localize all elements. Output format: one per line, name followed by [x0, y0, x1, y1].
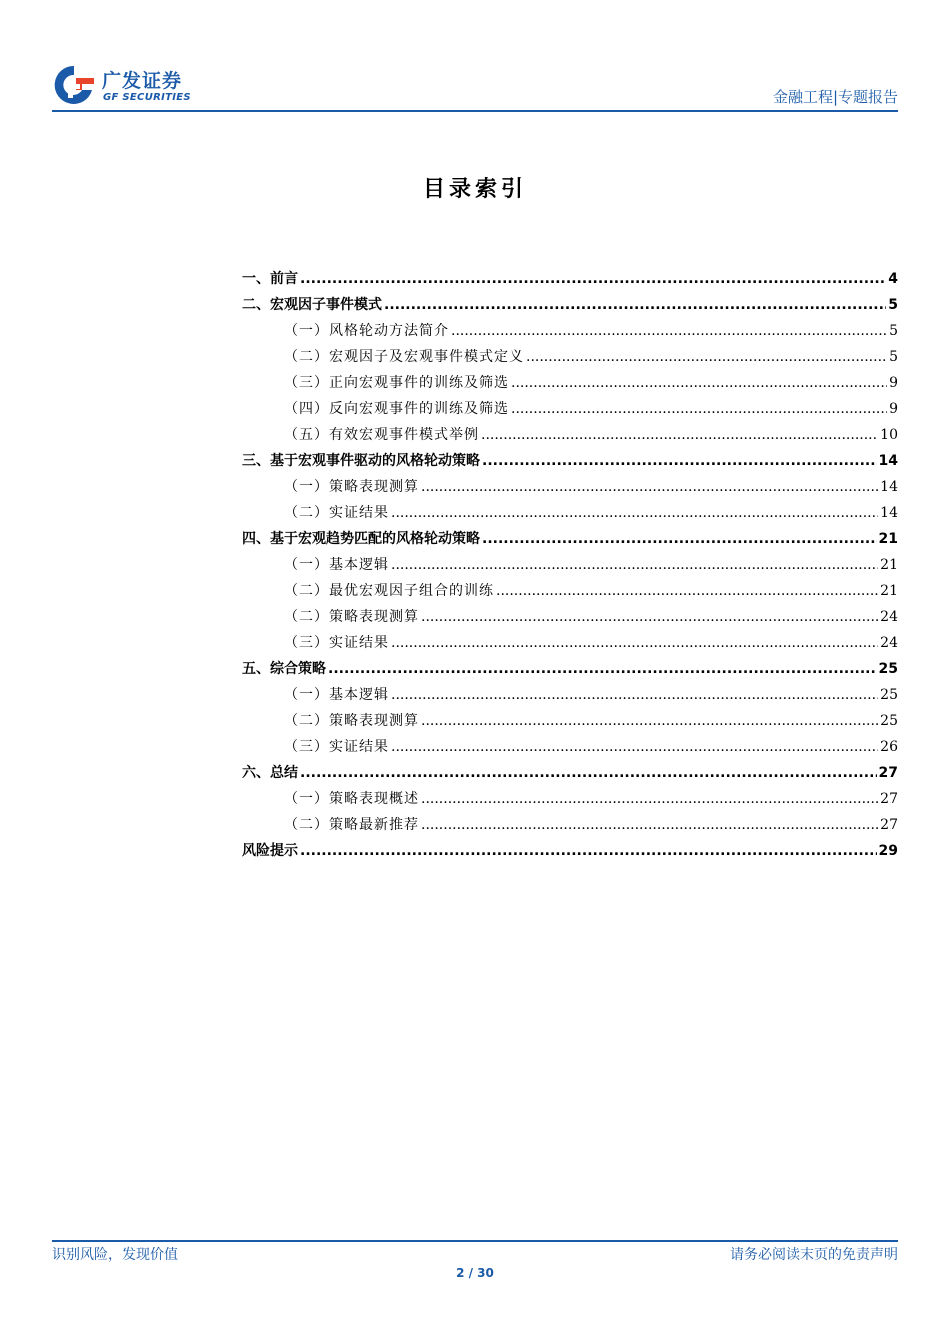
toc-entry-label: （一）基本逻辑 [284, 687, 389, 703]
toc-entry-page: 5 [889, 323, 898, 339]
toc-entry-label: （二）最优宏观因子组合的训练 [284, 583, 494, 599]
toc-entry-page: 4 [888, 271, 898, 287]
toc-subsection-entry[interactable] [242, 788, 898, 814]
toc-entry-label: （三）正向宏观事件的训练及筛选 [284, 375, 509, 391]
toc-subsection-entry[interactable] [242, 580, 898, 606]
gf-securities-logo [52, 62, 222, 108]
gf-logo-icon [52, 64, 96, 106]
toc-entry-page: 26 [880, 739, 898, 755]
toc-entry-page: 27 [880, 791, 898, 807]
toc-entry-label: 三、基于宏观事件驱动的风格轮动策略 [242, 453, 480, 469]
toc-section-entry[interactable] [242, 294, 898, 320]
toc-subsection-entry[interactable] [242, 476, 898, 502]
toc-entry-label: （一）风格轮动方法简介 [284, 323, 449, 339]
toc-entry-page: 14 [878, 453, 898, 469]
toc-entry-label: 五、综合策略 [242, 661, 326, 677]
page-number: 2 / 30 [456, 1266, 494, 1280]
toc-entry-label: （二）策略最新推荐 [284, 817, 419, 833]
header-divider [52, 110, 898, 112]
toc-leader-dots [511, 375, 887, 391]
toc-subsection-entry[interactable] [242, 398, 898, 424]
toc-subsection-entry[interactable] [242, 372, 898, 398]
footer-disclaimer-note: 请务必阅读末页的免责声明 [730, 1247, 898, 1263]
toc-leader-dots [526, 349, 887, 365]
toc-section-entry[interactable] [242, 658, 898, 684]
toc-leader-dots [482, 531, 877, 547]
toc-subsection-entry[interactable] [242, 502, 898, 528]
toc-entry-label: （二）宏观因子及宏观事件模式定义 [284, 349, 524, 365]
toc-leader-dots [300, 765, 877, 781]
toc-entry-label: （四）反向宏观事件的训练及筛选 [284, 401, 509, 417]
toc-leader-dots [391, 739, 878, 755]
toc-leader-dots [391, 557, 878, 573]
logo-english-text: GF SECURITIES [103, 92, 191, 103]
toc-subsection-entry[interactable] [242, 424, 898, 450]
toc-leader-dots [511, 401, 887, 417]
toc-leader-dots [391, 687, 878, 703]
toc-leader-dots [421, 791, 878, 807]
toc-section-entry[interactable] [242, 268, 898, 294]
toc-subsection-entry[interactable] [242, 632, 898, 658]
toc-entry-label: 六、总结 [242, 765, 298, 781]
toc-section-entry[interactable] [242, 762, 898, 788]
toc-subsection-entry[interactable] [242, 814, 898, 840]
toc-section-entry[interactable] [242, 528, 898, 554]
toc-entry-page: 24 [880, 609, 898, 625]
toc-leader-dots [300, 271, 886, 287]
toc-entry-page: 21 [880, 557, 898, 573]
toc-section-entry[interactable] [242, 840, 898, 866]
toc-entry-page: 14 [880, 505, 898, 521]
report-category: 金融工程|专题报告 [772, 88, 898, 106]
toc-leader-dots [391, 505, 878, 521]
toc-leader-dots [421, 713, 878, 729]
toc-entry-label: （三）实证结果 [284, 739, 389, 755]
toc-entry-page: 21 [880, 583, 898, 599]
toc-entry-page: 21 [878, 531, 898, 547]
toc-entry-label: 一、前言 [242, 271, 298, 287]
toc-leader-dots [391, 635, 878, 651]
toc-subsection-entry[interactable] [242, 684, 898, 710]
toc-entry-label: 四、基于宏观趋势匹配的风格轮动策略 [242, 531, 480, 547]
toc-entry-page: 24 [880, 635, 898, 651]
toc-entry-page: 27 [878, 765, 898, 781]
toc-leader-dots [300, 843, 877, 859]
toc-leader-dots [421, 817, 878, 833]
toc-entry-label: （二）策略表现测算 [284, 609, 419, 625]
footer-divider [52, 1240, 898, 1242]
toc-leader-dots [328, 661, 877, 677]
toc-title: 目录索引 [422, 177, 527, 202]
toc-leader-dots [421, 609, 878, 625]
toc-section-entry[interactable] [242, 450, 898, 476]
toc-entry-page: 25 [880, 713, 898, 729]
toc-entry-label: （五）有效宏观事件模式举例 [284, 427, 479, 443]
toc-entry-page: 9 [889, 375, 898, 391]
logo-chinese-text: 广发证券 [102, 70, 183, 92]
toc-leader-dots [421, 479, 878, 495]
toc-leader-dots [481, 427, 878, 443]
toc-entry-page: 25 [880, 687, 898, 703]
toc-entry-page: 5 [889, 349, 898, 365]
toc-subsection-entry[interactable] [242, 606, 898, 632]
toc-entry-page: 9 [889, 401, 898, 417]
toc-leader-dots [451, 323, 887, 339]
toc-subsection-entry[interactable] [242, 736, 898, 762]
toc-subsection-entry[interactable] [242, 554, 898, 580]
toc-entry-page: 14 [880, 479, 898, 495]
toc-entry-label: 风险提示 [242, 843, 298, 859]
toc-entry-label: （二）策略表现测算 [284, 713, 419, 729]
toc-leader-dots [384, 297, 886, 313]
toc-entry-label: （一）策略表现测算 [284, 479, 419, 495]
toc-entry-page: 27 [880, 817, 898, 833]
toc-entry-label: （一）策略表现概述 [284, 791, 419, 807]
toc-entry-label: （三）实证结果 [284, 635, 389, 651]
toc-leader-dots [482, 453, 877, 469]
toc-entry-page: 5 [888, 297, 898, 313]
toc-entry-label: 二、宏观因子事件模式 [242, 297, 382, 313]
toc-entry-page: 25 [878, 661, 898, 677]
page-header [52, 62, 898, 110]
toc-entry-label: （一）基本逻辑 [284, 557, 389, 573]
toc-entry-page: 29 [878, 843, 898, 859]
table-of-contents [242, 268, 898, 866]
toc-entry-page: 10 [880, 427, 898, 443]
toc-subsection-entry[interactable] [242, 320, 898, 346]
footer-slogan: 识别风险，发现价值 [52, 1247, 178, 1263]
toc-entry-label: （二）实证结果 [284, 505, 389, 521]
toc-subsection-entry[interactable] [242, 710, 898, 736]
toc-subsection-entry[interactable] [242, 346, 898, 372]
toc-leader-dots [496, 583, 878, 599]
